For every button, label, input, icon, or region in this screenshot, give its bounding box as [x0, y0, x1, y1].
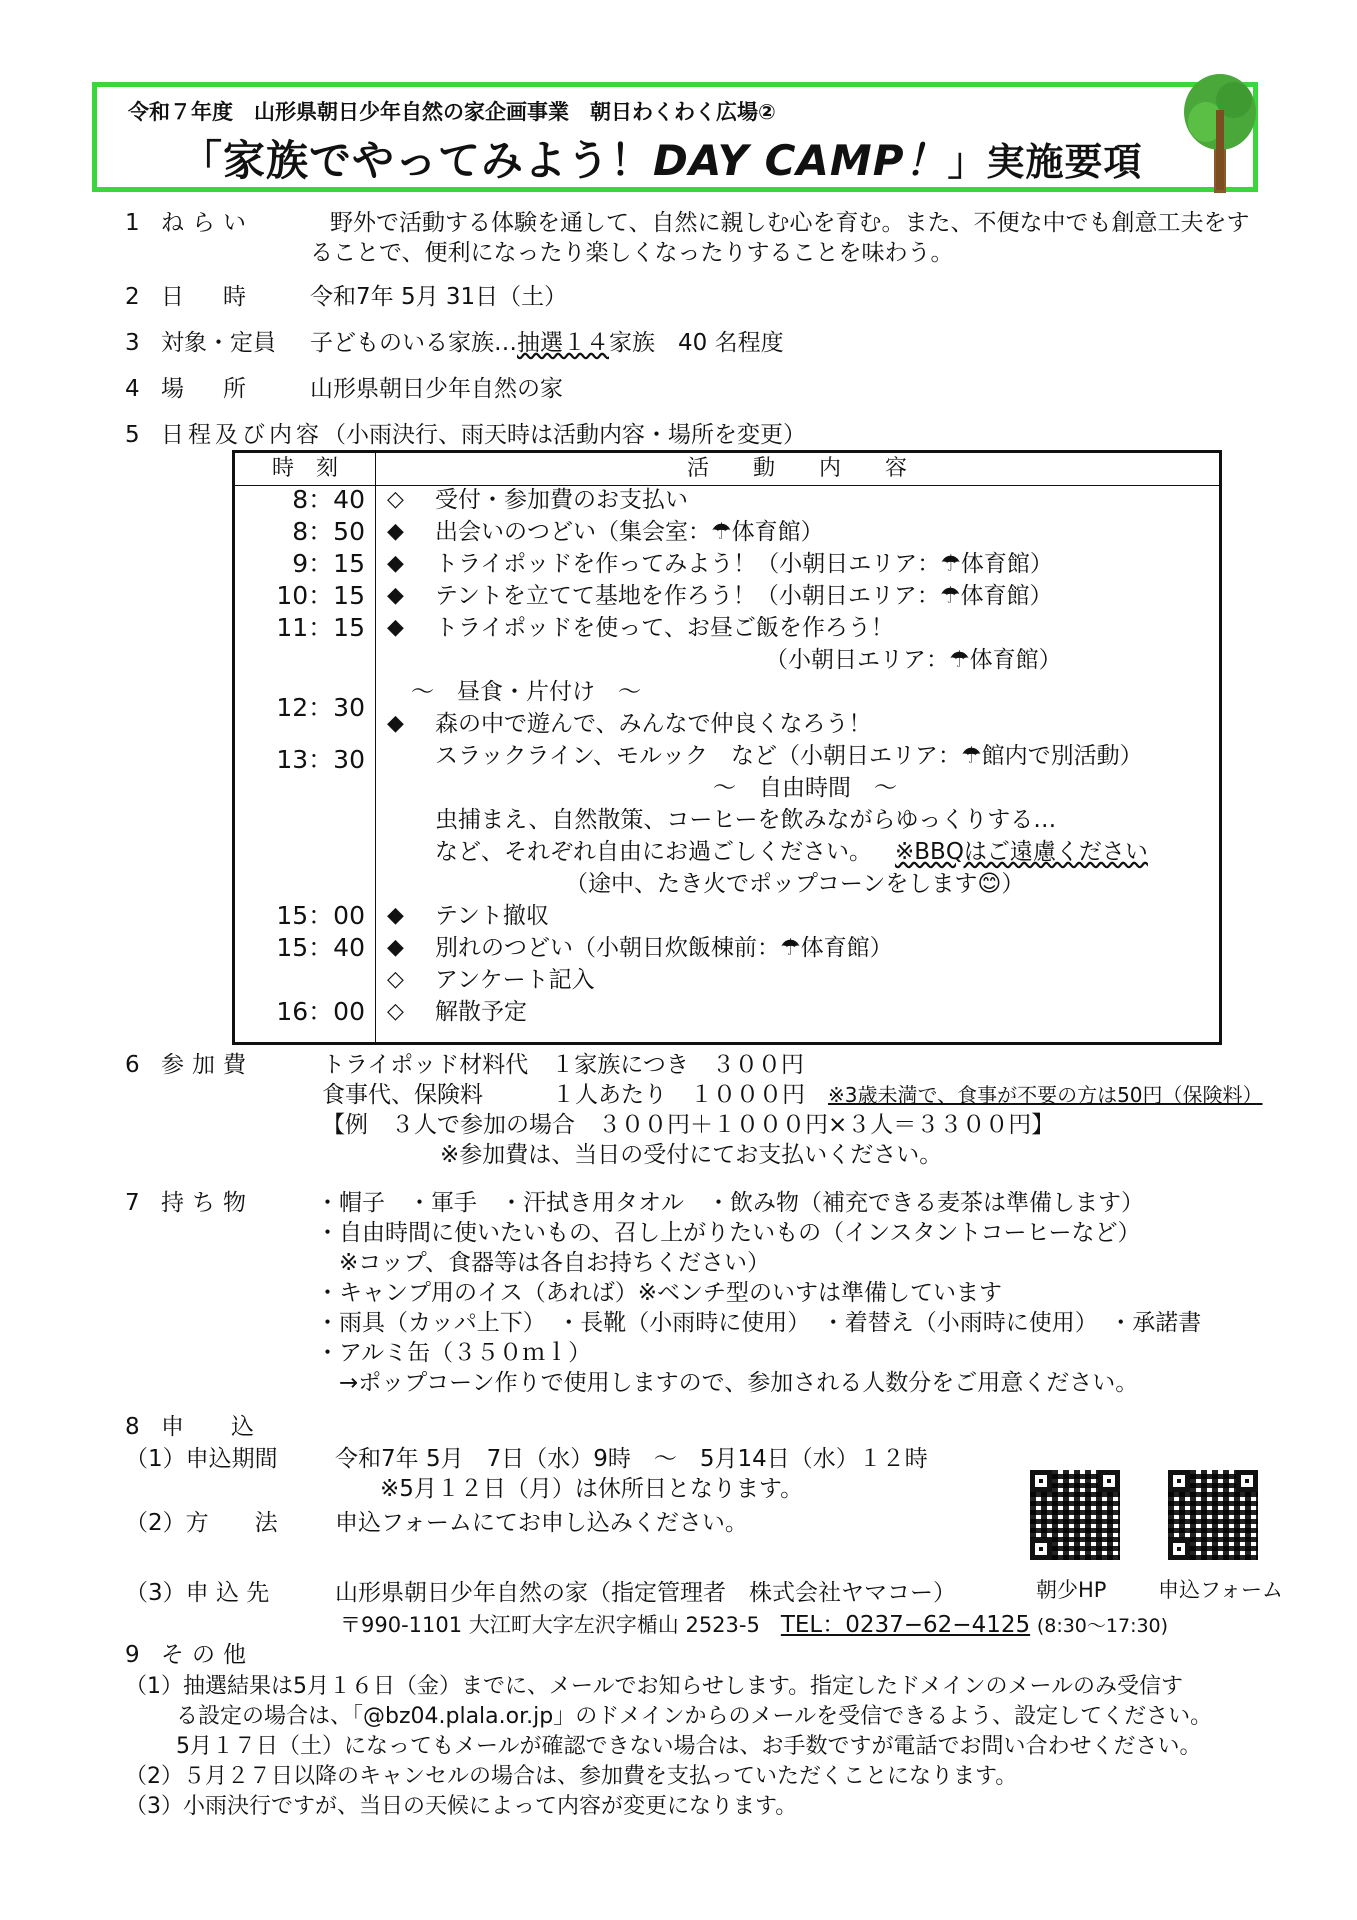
schedule-activity: （小朝日エリア：☂体育館） — [765, 647, 1062, 673]
section-6-heading: 6 参加費 — [125, 1052, 254, 1078]
belongings-item: ・アルミ缶（３５０ｍｌ） — [316, 1340, 592, 1366]
schedule-activity: など、それぞれ自由にお過ごしください。 — [435, 839, 872, 865]
other-note-line: （2）５月２７日以降のキャンセルの場合は、参加費を支払っていただくことになります。 — [125, 1764, 1018, 1789]
schedule-marker: ◆ — [387, 551, 404, 576]
fee-example: 【例 ３人で参加の場合 ３００円＋１０００円×３人＝３３００円】 — [322, 1112, 1055, 1138]
schedule-row — [235, 965, 1219, 995]
schedule-row — [235, 677, 1219, 722]
schedule-marker: ◆ — [387, 711, 404, 736]
application-method: 申込フォームにてお申し込みください。 — [335, 1510, 748, 1536]
application-contact-label: （3）申 込 先 — [125, 1580, 270, 1606]
other-note-line: る設定の場合は、「@bz04.plala.or.jp」のドメインからのメールを受信できるよう、設定してください。 — [125, 1704, 1213, 1729]
homepage-qr-label: 朝少HP — [1036, 1578, 1107, 1602]
fee-note: ※参加費は、当日の受付にてお支払いください。 — [440, 1142, 943, 1168]
schedule-marker: ◆ — [387, 583, 404, 608]
schedule-time: 16：00 — [276, 997, 365, 1026]
schedule-time: 15：40 — [276, 933, 365, 962]
application-contact: 山形県朝日少年自然の家（指定管理者 株式会社ヤマコー） — [335, 1580, 956, 1606]
schedule-row — [235, 613, 1219, 643]
schedule-row — [235, 837, 1219, 867]
schedule-activity: アンケート記入 — [435, 967, 595, 993]
schedule-time: 13：30 — [276, 745, 365, 774]
schedule-time: 15：00 — [276, 901, 365, 930]
schedule-activity: 別れのつどい（小朝日炊飯棟前：☂体育館） — [435, 935, 893, 961]
schedule-marker: ◆ — [387, 935, 404, 960]
schedule-marker: ◆ — [387, 615, 404, 640]
fee-line-1: トライポッド材料代 １家族につき ３００円 — [322, 1052, 804, 1078]
belongings-item: ※コップ、食器等は各自お持ちください） — [316, 1250, 770, 1276]
schedule-row — [235, 645, 1219, 675]
tree-icon — [1180, 70, 1260, 195]
event-subtitle: 令和７年度 山形県朝日少年自然の家企画事業 朝日わくわく広場② — [128, 100, 776, 124]
schedule-row — [235, 581, 1219, 611]
schedule-row — [235, 869, 1219, 899]
venue: 山形県朝日少年自然の家 — [310, 376, 563, 402]
schedule-time: 12：30 — [276, 693, 365, 722]
application-period-label: （1）申込期間 — [125, 1446, 278, 1472]
schedule-table — [232, 450, 1222, 1045]
section-1-line1: 野外で活動する体験を通して、自然に親しむ心を育む。また、不便な中でも創意工夫をす — [330, 210, 1250, 236]
schedule-row — [235, 549, 1219, 579]
contact-address: 〒990-1101 大江町大字左沢字楯山 2523-5 TEL：0237−62−4125 (8:30～17:30) — [340, 1612, 1169, 1638]
header-content: 活 動 内 容 — [686, 456, 907, 481]
application-method-label: （2）方 法 — [125, 1510, 278, 1536]
belongings-item: ・帽子 ・軍手 ・汗拭き用タオル ・飲み物（補充できる麦茶は準備します） — [316, 1190, 1144, 1216]
schedule-marker: ◇ — [387, 967, 404, 992]
schedule-marker: ◆ — [387, 903, 404, 928]
closed-day-note: ※5月１２日（月）は休所日となります。 — [380, 1476, 804, 1502]
schedule-row — [235, 517, 1219, 547]
schedule-time: 11：15 — [276, 613, 365, 642]
bbq-notice: ※BBQはご遠慮ください — [895, 839, 1148, 865]
homepage-qr-code[interactable] — [1030, 1470, 1120, 1560]
schedule-time: 8：40 — [292, 485, 365, 514]
section-9-heading: 9 その他 — [125, 1642, 254, 1668]
section-8-heading: 8 申 込 — [125, 1414, 266, 1440]
schedule-activity: 受付・参加費のお支払い — [435, 487, 688, 513]
schedule-marker: ◇ — [387, 487, 404, 512]
event-date: 令和7年 5月 31日（土） — [310, 284, 568, 310]
schedule-activity: ～ 自由時間 ～ — [713, 775, 897, 801]
schedule-time: 9：15 — [292, 549, 365, 578]
schedule-row — [235, 773, 1219, 803]
schedule-row — [235, 485, 1219, 515]
section-1-line2: ることで、便利になったり楽しくなったりすることを味わう。 — [310, 240, 954, 266]
schedule-activity: トライポッドを作ってみよう！（小朝日エリア：☂体育館） — [435, 551, 1053, 577]
section-5-heading: 5 日程及び内容（小雨決行、雨天時は活動内容・場所を変更） — [125, 422, 806, 448]
schedule-activity: スラックライン、モルック など（小朝日エリア：☂館内で別活動） — [435, 743, 1143, 769]
schedule-row — [235, 997, 1219, 1027]
schedule-marker: ◆ — [387, 519, 404, 544]
application-form-qr-label: 申込フォーム — [1158, 1578, 1283, 1602]
schedule-activity: テントを立てて基地を作ろう！（小朝日エリア：☂体育館） — [435, 583, 1053, 609]
belongings-item: ・自由時間に使いたいもの、召し上がりたいもの（インスタントコーヒーなど） — [316, 1220, 1141, 1246]
section-3-heading: 3 対象・定員 — [125, 330, 276, 356]
schedule-row — [235, 901, 1219, 931]
section-2-heading: 2 日 時 — [125, 284, 254, 310]
other-note-line: 5月１７日（土）になってもメールが確認できない場合は、お手数ですが電話でお問い合わせください。 — [125, 1734, 1202, 1759]
schedule-row — [235, 709, 1219, 739]
schedule-activity: テント撤収 — [435, 903, 549, 929]
schedule-activity: 森の中で遊んで、みんなで仲良くなろう！ — [435, 711, 872, 737]
section-7-heading: 7 持ち物 — [125, 1190, 254, 1216]
belongings-item: →ポップコーン作りで使用しますので、参加される人数分をご用意ください。 — [316, 1370, 1139, 1396]
belongings-item: ・雨具（カッパ上下） ・長靴（小雨時に使用） ・着替え（小雨時に使用） ・承諾書 — [316, 1310, 1202, 1336]
schedule-row — [235, 741, 1219, 774]
application-form-qr-code[interactable] — [1168, 1470, 1258, 1560]
header-time: 時 刻 — [271, 456, 338, 481]
schedule-activity: 虫捕まえ、自然散策、コーヒーを飲みながらゆっくりする… — [435, 807, 1057, 833]
schedule-activity: 解散予定 — [435, 999, 527, 1025]
schedule-header — [235, 453, 1219, 486]
application-period: 令和7年 5月 7日（水）9時 ～ 5月14日（水）１２時 — [335, 1446, 928, 1472]
schedule-row — [235, 933, 1219, 963]
section-1-heading: 1 ねらい — [125, 210, 254, 236]
belongings-item: ・キャンプ用のイス（あれば）※ベンチ型のいすは準備しています — [316, 1280, 1003, 1306]
page-title: 「家族でやってみよう！DAY CAMP！」実施要項 — [180, 136, 1143, 185]
schedule-activity: 出会いのつどい（集会室：☂体育館） — [435, 519, 824, 545]
schedule-time: 8：50 — [292, 517, 365, 546]
schedule-activity: ～ 昼食・片付け ～ — [411, 679, 641, 705]
schedule-row — [235, 805, 1219, 835]
fee-line-2: 食事代、保険料 １人あたり １０００円 ※3歳未満で、食事が不要の方は50円（保険料） — [322, 1082, 1263, 1108]
schedule-activity: （途中、たき火でポップコーンをします😊） — [565, 871, 1025, 897]
other-note-line: （3）小雨決行ですが、当日の天候によって内容が変更になります。 — [125, 1794, 798, 1819]
schedule-time: 10：15 — [276, 581, 365, 610]
target-capacity: 子どものいる家族…抽選１４家族 40 名程度 — [310, 330, 784, 356]
other-note-line: （1）抽選結果は5月１６日（金）までに、メールでお知らせします。指定したドメインのメールのみ受信す — [125, 1674, 1184, 1699]
schedule-activity: トライポッドを使って、お昼ご飯を作ろう！ — [435, 615, 894, 641]
schedule-marker: ◇ — [387, 999, 404, 1024]
section-4-heading: 4 場 所 — [125, 376, 254, 402]
